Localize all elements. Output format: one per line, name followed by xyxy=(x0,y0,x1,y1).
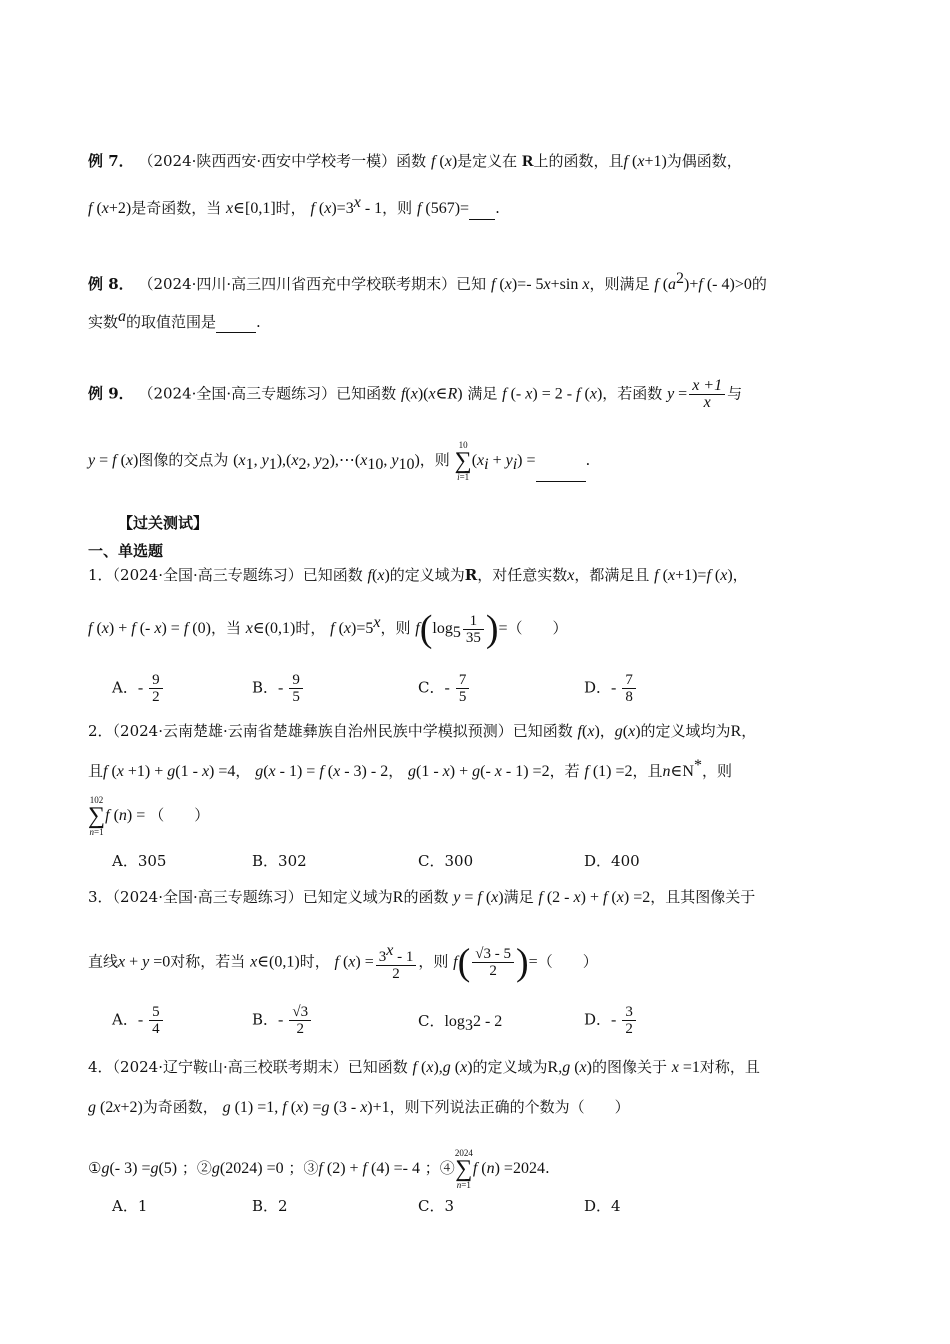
example-7-label: 例 7． xyxy=(88,152,134,170)
section-title: 【过关测试】 xyxy=(118,514,209,532)
q4-option-c[interactable]: C．3 xyxy=(418,1197,455,1215)
q4-option-a[interactable]: A．1 xyxy=(112,1197,148,1215)
example-8-line-1: 例 8． （2024·四川·高三四川省西充中学校联考期末）已知 f (x)=- 5x+sin x，则满足 f $(a^2)+f$ (- 4)>0的 xyxy=(88,270,767,293)
answer-blank[interactable] xyxy=(216,316,256,333)
question-2-line-3: 102 ∑ n=1 f (n) = （ ） xyxy=(88,795,210,837)
q3-option-d[interactable]: D．- $\frac{3}{2}$ xyxy=(584,1004,638,1037)
question-3-line-2: 直线x + y =0对称，若当 x∈(0,1)时， f (x) = $\frac{3^x - 1}{2}$ ，则 f( $\frac{√3 - 5}{2}$ )=（ ） xyxy=(88,941,598,984)
example-9-line-2: y = f (x)图像的交点为 ($x_1$, $y_1),(x_2$, $y_2),\cdots(x_{10}$, $y_{10}$)，则 10 ∑ i=1 $(x_i + y_i)$ = . xyxy=(88,440,591,482)
question-4-line-1: 4．（2024·辽宁鞍山·高三校联考期末）已知函数 f (x),g (x)的定义域为R,g (x)的图像关于 x =1对称，且 xyxy=(88,1058,760,1076)
section-subtitle: 一、单选题 xyxy=(88,542,164,560)
question-4-number: 4． xyxy=(88,1058,113,1076)
example-9-line-1: 例 9． （2024·全国·高三专题练习）已知函数 f(x)(x∈R) 满足 f (- x) = 2 - f (x)，若函数 y = $\frac{x +1}{x}$ 与 xyxy=(88,377,743,411)
q3-option-a[interactable]: A．- $\frac{5}{4}$ xyxy=(112,1004,165,1037)
example-9-label: 例 9． xyxy=(88,384,134,403)
question-3-line-1: 3．（2024·全国·高三专题练习）已知定义域为R的函数 y = f (x)满足 f (2 - x) + f (x) =2，且其图像关于 xyxy=(88,888,756,906)
q2-option-b[interactable]: B．302 xyxy=(252,852,307,870)
q3-option-b[interactable]: B．- $\frac{√3}{2}$ xyxy=(252,1004,313,1037)
question-2-line-2: 且f (x +1) + g(1 - x) =4， g(x - 1) = f (x - 3) - 2， g(1 - x) + g(- x - 1) =2，若 f (1) =2，且n∈N*，则 xyxy=(88,757,732,780)
q1-option-a[interactable]: A．- $\frac{9}{2}$ xyxy=(112,672,165,705)
question-3-number: 3． xyxy=(88,888,113,906)
question-1-line-1: 1．（2024·全国·高三专题练习）已知函数 f(x)的定义域为R，对任意实数x，都满足且 f (x+1)=f (x)， xyxy=(88,566,748,584)
question-2-line-1: 2．（2024·云南楚雄·云南省楚雄彝族自治州民族中学模拟预测）已知函数 f(x)，g(x)的定义域均为R， xyxy=(88,722,757,740)
question-2-number: 2． xyxy=(88,722,113,740)
question-4-line-3: ①g(- 3) =g(5) ；②g(2024) =0 ；③f (2) + f (4) =- 4 ；④ 2024 ∑ n=1 f (n) =2024. xyxy=(88,1148,550,1190)
question-1-number: 1． xyxy=(88,566,113,584)
example-8-line-2: 实数$^a$的取值范围是 . xyxy=(88,308,261,331)
q1-option-b[interactable]: B．- $\frac{9}{5}$ xyxy=(252,672,305,705)
q4-option-d[interactable]: D．4 xyxy=(584,1197,621,1215)
q2-option-d[interactable]: D．400 xyxy=(584,852,640,870)
q1-option-c[interactable]: C．- $\frac{7}{5}$ xyxy=(418,672,471,705)
example-8-label: 例 8． xyxy=(88,275,134,293)
q4-option-b[interactable]: B．2 xyxy=(252,1197,288,1215)
example-7-line-2: f (x+2)是奇函数，当 x∈[0,1]时， f $(x)=3^x - 1$，则 f (567)= . xyxy=(88,192,500,220)
q2-option-c[interactable]: C．300 xyxy=(418,852,474,870)
answer-blank[interactable] xyxy=(469,203,495,220)
example-7-line-1: 例 7． （2024·陕西西安·西安中学校考一模）函数 f (x)是定义在 R上的函数，且f (x+1)为偶函数， xyxy=(88,152,742,170)
q3-option-c[interactable]: C．$\log_32 - 2$ xyxy=(418,1012,503,1034)
q2-option-a[interactable]: A．305 xyxy=(112,852,167,870)
answer-blank[interactable] xyxy=(536,465,586,482)
q1-option-d[interactable]: D．- $\frac{7}{8}$ xyxy=(584,672,638,705)
question-1-line-2: f (x) + f (- x) = f (0)，当 x∈(0,1)时， f $(x)=5^x$，则 $f(\log_5$ $\frac{1}{35}$ )=（ ） xyxy=(88,608,568,650)
question-4-line-2: g (2x+2)为奇函数， g (1) =1, f (x) =g (3 - x)+1，则下列说法正确的个数为（ ） xyxy=(88,1098,630,1116)
